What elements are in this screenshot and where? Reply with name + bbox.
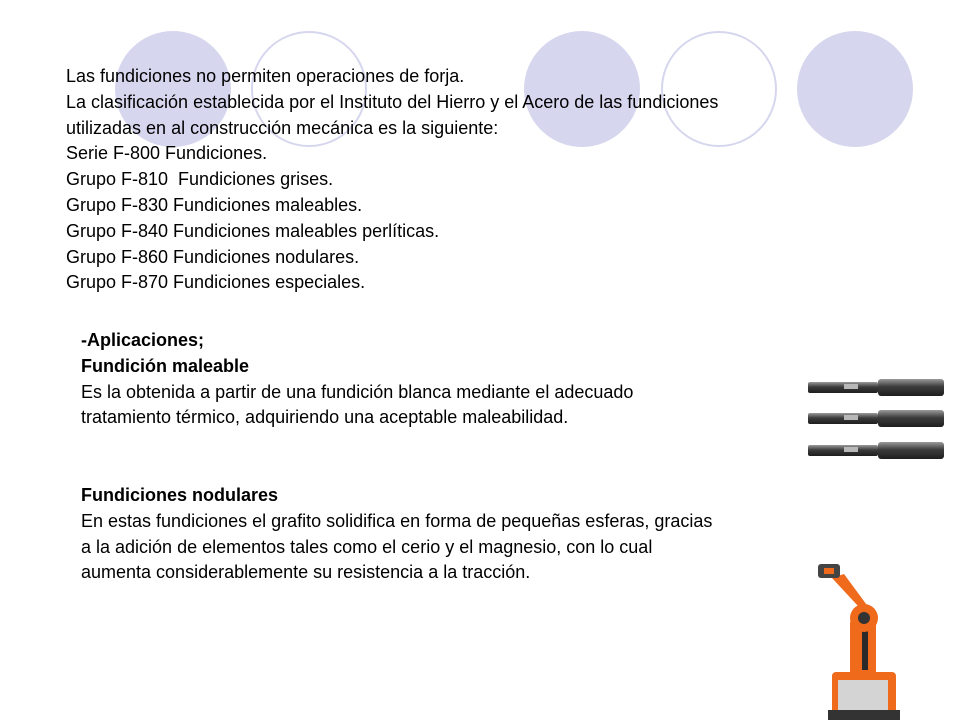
intro-line: Grupo F-830 Fundiciones maleables. [66,194,363,215]
intro-line: Grupo F-860 Fundiciones nodulares. [66,246,360,267]
intro-line: Grupo F-810 Fundiciones grises. [66,169,334,190]
nodulares-line: a la adición de elementos tales como el cerio y el magnesio, con lo cual [81,536,653,557]
taps-image [806,375,946,467]
intro-line: Grupo F-840 Fundiciones maleables perlíticas. [66,220,440,241]
maleable-line: tratamiento térmico, adquiriendo una aceptable maleabilidad. [81,407,569,428]
maleable-line: Es la obtenida a partir de una fundición blanca mediante el adecuado [81,381,634,402]
decor-circle-5 [797,31,913,147]
nodulares-line: En estas fundiciones el grafito solidifica en forma de pequeñas esferas, gracias [81,510,713,531]
intro-line: Grupo F-870 Fundiciones especiales. [66,272,366,293]
intro-line: Las fundiciones no permiten operaciones de forja. [66,66,465,86]
robot-arm-image [818,560,928,720]
intro-text [66,64,718,296]
intro-line: La clasificación establecida por el Instituto del Hierro y el Acero de las fundiciones [66,91,719,112]
intro-line: Serie F-800 Fundiciones. [66,143,268,164]
intro-line: utilizadas en al construcción mecánica es la siguiente: [66,117,499,138]
nodulares-heading: Fundiciones nodulares [81,485,279,505]
maleable-heading: Fundición maleable [81,355,250,376]
aplicaciones-heading: -Aplicaciones; [81,330,205,350]
nodulares-section [81,483,712,586]
aplicaciones-section [81,328,633,431]
nodulares-line: aumenta considerablemente su resistencia a la tracción. [81,562,531,583]
